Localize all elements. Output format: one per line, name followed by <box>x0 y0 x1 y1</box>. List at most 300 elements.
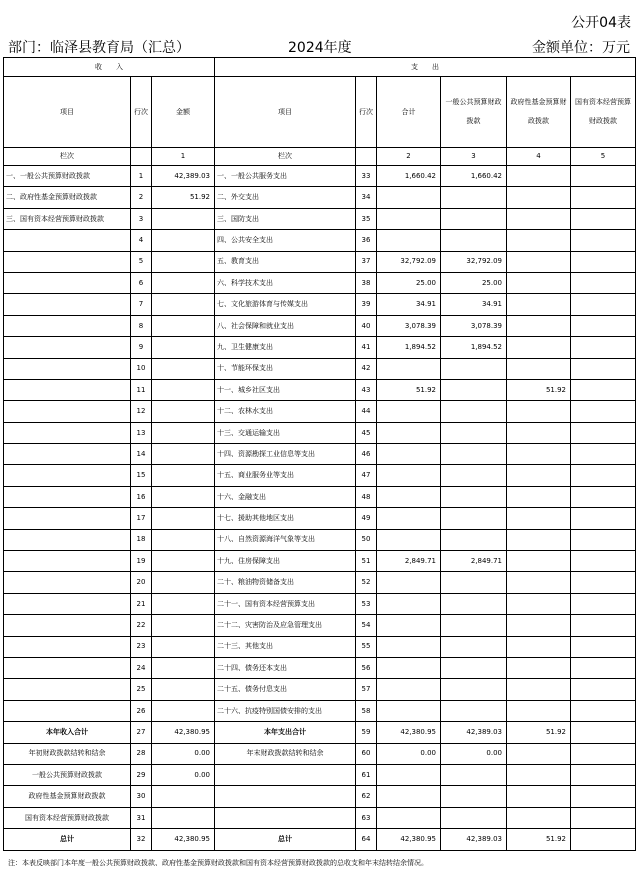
table-row <box>4 251 636 272</box>
general-cell <box>441 572 507 593</box>
total-cell <box>377 529 441 550</box>
expense-row-no: 53 <box>356 593 377 614</box>
income-amount <box>152 337 215 358</box>
general-cell <box>441 187 507 208</box>
col-total: 合计 <box>377 77 441 148</box>
index-cell <box>356 148 377 166</box>
state-cell <box>571 615 636 636</box>
index-cell: 1 <box>152 148 215 166</box>
table-row <box>4 593 636 614</box>
index-cell: 栏次 <box>4 148 131 166</box>
income-item: 一、一般公共预算财政拨款 <box>4 166 131 187</box>
fund-cell <box>507 272 571 293</box>
general-cell: 1,894.52 <box>441 337 507 358</box>
expense-row-no: 33 <box>356 166 377 187</box>
general-cell <box>441 401 507 422</box>
expense-item: 四、公共安全支出 <box>215 230 356 251</box>
expense-row-no: 39 <box>356 294 377 315</box>
income-amount <box>152 272 215 293</box>
total-cell: 42,380.95 <box>377 829 441 850</box>
total-cell <box>377 422 441 443</box>
general-cell <box>441 636 507 657</box>
fund-cell <box>507 508 571 529</box>
income-item <box>4 422 131 443</box>
table-row <box>4 230 636 251</box>
total-cell: 1,660.42 <box>377 166 441 187</box>
expense-item: 三、国防支出 <box>215 208 356 229</box>
total-cell: 1,894.52 <box>377 337 441 358</box>
fund-cell <box>507 529 571 550</box>
income-item <box>4 529 131 550</box>
fund-cell <box>507 337 571 358</box>
expense-row-no: 58 <box>356 700 377 721</box>
col-row-no-expense: 行次 <box>356 77 377 148</box>
table-row <box>4 294 636 315</box>
total-cell <box>377 465 441 486</box>
income-amount <box>152 401 215 422</box>
income-row-no: 23 <box>131 636 152 657</box>
table-row <box>4 657 636 678</box>
state-cell <box>571 422 636 443</box>
income-amount: 42,389.03 <box>152 166 215 187</box>
general-cell <box>441 615 507 636</box>
expense-row-no: 36 <box>356 230 377 251</box>
state-cell <box>571 657 636 678</box>
total-cell <box>377 657 441 678</box>
state-cell <box>571 166 636 187</box>
income-item <box>4 679 131 700</box>
expense-item: 七、文化旅游体育与传媒支出 <box>215 294 356 315</box>
expense-row-no: 54 <box>356 615 377 636</box>
income-row-no: 16 <box>131 486 152 507</box>
total-cell <box>377 679 441 700</box>
income-amount <box>152 486 215 507</box>
income-row-no: 12 <box>131 401 152 422</box>
general-cell: 2,849.71 <box>441 551 507 572</box>
income-item <box>4 401 131 422</box>
total-cell: 34.91 <box>377 294 441 315</box>
general-cell <box>441 679 507 700</box>
expense-row-no: 52 <box>356 572 377 593</box>
index-row <box>4 148 636 166</box>
expense-item: 二十三、其他支出 <box>215 636 356 657</box>
expense-item: 十四、资源勘探工业信息等支出 <box>215 444 356 465</box>
income-amount <box>152 679 215 700</box>
report-header <box>8 37 630 55</box>
expense-item: 十九、住房保障支出 <box>215 551 356 572</box>
expense-item: 本年支出合计 <box>215 722 356 743</box>
income-amount: 0.00 <box>152 764 215 785</box>
expense-item: 六、科学技术支出 <box>215 272 356 293</box>
fund-cell <box>507 486 571 507</box>
income-row-no: 21 <box>131 593 152 614</box>
table-row <box>4 486 636 507</box>
index-cell: 2 <box>377 148 441 166</box>
state-cell <box>571 401 636 422</box>
expense-row-no: 40 <box>356 315 377 336</box>
table-row <box>4 700 636 721</box>
table-row <box>4 401 636 422</box>
income-amount <box>152 529 215 550</box>
general-cell: 32,792.09 <box>441 251 507 272</box>
income-amount <box>152 615 215 636</box>
expense-row-no: 61 <box>356 764 377 785</box>
income-row-no: 31 <box>131 807 152 828</box>
expense-row-no: 64 <box>356 829 377 850</box>
expense-row-no: 60 <box>356 743 377 764</box>
total-cell <box>377 358 441 379</box>
income-amount: 42,380.95 <box>152 722 215 743</box>
expense-item: 二十二、灾害防治及应急管理支出 <box>215 615 356 636</box>
income-item <box>4 657 131 678</box>
income-item <box>4 358 131 379</box>
total-cell <box>377 615 441 636</box>
general-cell <box>441 444 507 465</box>
state-cell <box>571 679 636 700</box>
general-cell <box>441 208 507 229</box>
income-row-no: 8 <box>131 315 152 336</box>
income-row-no: 22 <box>131 615 152 636</box>
income-amount <box>152 636 215 657</box>
table-row <box>4 187 636 208</box>
total-cell: 51.92 <box>377 379 441 400</box>
state-cell <box>571 486 636 507</box>
income-item <box>4 444 131 465</box>
income-item <box>4 636 131 657</box>
income-amount <box>152 508 215 529</box>
income-row-no: 18 <box>131 529 152 550</box>
expense-row-no: 49 <box>356 508 377 529</box>
income-row-no: 9 <box>131 337 152 358</box>
fund-cell <box>507 444 571 465</box>
income-amount <box>152 593 215 614</box>
fund-cell <box>507 358 571 379</box>
total-cell <box>377 230 441 251</box>
expense-item: 一、一般公共服务支出 <box>215 166 356 187</box>
table-row <box>4 764 636 785</box>
expense-row-no: 34 <box>356 187 377 208</box>
income-item <box>4 379 131 400</box>
total-cell <box>377 764 441 785</box>
income-item <box>4 593 131 614</box>
expense-item: 十、节能环保支出 <box>215 358 356 379</box>
table-row <box>4 422 636 443</box>
table-row <box>4 786 636 807</box>
state-cell <box>571 786 636 807</box>
income-item: 三、国有资本经营预算财政拨款 <box>4 208 131 229</box>
fund-cell <box>507 166 571 187</box>
general-cell <box>441 807 507 828</box>
state-cell <box>571 465 636 486</box>
fund-cell <box>507 551 571 572</box>
income-amount <box>152 551 215 572</box>
table-row <box>4 358 636 379</box>
income-item <box>4 251 131 272</box>
total-cell: 2,849.71 <box>377 551 441 572</box>
expense-row-no: 47 <box>356 465 377 486</box>
table-row <box>4 465 636 486</box>
fund-cell <box>507 187 571 208</box>
income-item <box>4 486 131 507</box>
general-cell: 25.00 <box>441 272 507 293</box>
general-cell <box>441 700 507 721</box>
expense-row-no: 62 <box>356 786 377 807</box>
expense-item: 十六、金融支出 <box>215 486 356 507</box>
expense-row-no: 56 <box>356 657 377 678</box>
fund-cell <box>507 208 571 229</box>
fiscal-year: 2024年度 <box>288 40 352 56</box>
index-cell: 4 <box>507 148 571 166</box>
index-cell: 栏次 <box>215 148 356 166</box>
fund-cell: 51.92 <box>507 829 571 850</box>
fund-cell <box>507 401 571 422</box>
state-cell <box>571 764 636 785</box>
income-row-no: 3 <box>131 208 152 229</box>
general-cell: 1,660.42 <box>441 166 507 187</box>
income-item <box>4 508 131 529</box>
table-row <box>4 529 636 550</box>
total-cell <box>377 636 441 657</box>
expense-item: 二十四、债务还本支出 <box>215 657 356 678</box>
expense-row-no: 55 <box>356 636 377 657</box>
fund-cell <box>507 315 571 336</box>
expense-item <box>215 786 356 807</box>
general-cell: 42,389.03 <box>441 722 507 743</box>
income-row-no: 5 <box>131 251 152 272</box>
expense-row-no: 46 <box>356 444 377 465</box>
state-cell <box>571 551 636 572</box>
income-item: 一般公共预算财政拨款 <box>4 764 131 785</box>
table-row <box>4 807 636 828</box>
expense-row-no: 48 <box>356 486 377 507</box>
col-item: 项目 <box>4 77 131 148</box>
income-item <box>4 315 131 336</box>
fund-cell <box>507 807 571 828</box>
state-cell <box>571 337 636 358</box>
table-row <box>4 615 636 636</box>
income-row-no: 10 <box>131 358 152 379</box>
table-row <box>4 444 636 465</box>
general-cell: 3,078.39 <box>441 315 507 336</box>
income-row-no: 27 <box>131 722 152 743</box>
income-item <box>4 700 131 721</box>
income-item: 政府性基金预算财政拨款 <box>4 786 131 807</box>
expense-item: 十七、援助其他地区支出 <box>215 508 356 529</box>
general-cell <box>441 764 507 785</box>
expense-row-no: 37 <box>356 251 377 272</box>
state-cell <box>571 743 636 764</box>
expense-item: 二十一、国有资本经营预算支出 <box>215 593 356 614</box>
state-cell <box>571 358 636 379</box>
state-cell <box>571 294 636 315</box>
income-row-no: 2 <box>131 187 152 208</box>
table-row <box>4 572 636 593</box>
total-cell: 3,078.39 <box>377 315 441 336</box>
income-amount <box>152 294 215 315</box>
income-row-no: 30 <box>131 786 152 807</box>
income-item <box>4 272 131 293</box>
fund-cell <box>507 636 571 657</box>
state-cell <box>571 230 636 251</box>
expense-row-no: 35 <box>356 208 377 229</box>
expense-item: 九、卫生健康支出 <box>215 337 356 358</box>
currency-unit: 金额单位：万元 <box>532 40 630 56</box>
state-cell <box>571 272 636 293</box>
income-row-no: 14 <box>131 444 152 465</box>
expense-row-no: 43 <box>356 379 377 400</box>
total-cell <box>377 807 441 828</box>
general-cell <box>441 465 507 486</box>
state-cell <box>571 636 636 657</box>
income-item <box>4 294 131 315</box>
income-item <box>4 230 131 251</box>
income-amount <box>152 230 215 251</box>
expense-section: 支 出 <box>215 58 636 77</box>
state-cell <box>571 722 636 743</box>
income-item: 总计 <box>4 829 131 850</box>
income-amount <box>152 315 215 336</box>
income-item <box>4 465 131 486</box>
income-amount <box>152 786 215 807</box>
total-cell: 25.00 <box>377 272 441 293</box>
expense-item: 十三、交通运输支出 <box>215 422 356 443</box>
income-amount: 0.00 <box>152 743 215 764</box>
expense-item: 二十、粮油物资储备支出 <box>215 572 356 593</box>
table-row <box>4 272 636 293</box>
total-cell <box>377 187 441 208</box>
table-row <box>4 508 636 529</box>
income-row-no: 29 <box>131 764 152 785</box>
income-row-no: 6 <box>131 272 152 293</box>
col-state-capital: 国有资本经营预算财政拨款 <box>571 77 636 148</box>
col-general-budget: 一般公共预算财政拨款 <box>441 77 507 148</box>
income-item <box>4 551 131 572</box>
income-row-no: 4 <box>131 230 152 251</box>
general-cell: 34.91 <box>441 294 507 315</box>
income-item: 本年收入合计 <box>4 722 131 743</box>
income-item: 年初财政拨款结转和结余 <box>4 743 131 764</box>
income-item: 二、政府性基金预算财政拨款 <box>4 187 131 208</box>
expense-row-no: 57 <box>356 679 377 700</box>
table-row <box>4 743 636 764</box>
income-row-no: 19 <box>131 551 152 572</box>
col-amount: 金额 <box>152 77 215 148</box>
state-cell <box>571 829 636 850</box>
expense-item: 十一、城乡社区支出 <box>215 379 356 400</box>
general-cell <box>441 486 507 507</box>
income-row-no: 26 <box>131 700 152 721</box>
state-cell <box>571 251 636 272</box>
table-row <box>4 379 636 400</box>
index-cell: 5 <box>571 148 636 166</box>
income-row-no: 7 <box>131 294 152 315</box>
state-cell <box>571 208 636 229</box>
fund-cell <box>507 465 571 486</box>
table-row <box>4 679 636 700</box>
income-row-no: 24 <box>131 657 152 678</box>
income-item <box>4 337 131 358</box>
total-cell <box>377 508 441 529</box>
state-cell <box>571 508 636 529</box>
form-code: 公开04表 <box>571 15 631 31</box>
col-row-no: 行次 <box>131 77 152 148</box>
index-cell: 3 <box>441 148 507 166</box>
expense-item: 总计 <box>215 829 356 850</box>
fund-cell <box>507 657 571 678</box>
fund-cell <box>507 786 571 807</box>
income-row-no: 28 <box>131 743 152 764</box>
income-row-no: 20 <box>131 572 152 593</box>
expense-item: 二、外交支出 <box>215 187 356 208</box>
general-cell: 42,389.03 <box>441 829 507 850</box>
fund-cell: 51.92 <box>507 379 571 400</box>
income-amount <box>152 251 215 272</box>
fund-cell <box>507 422 571 443</box>
fund-cell <box>507 593 571 614</box>
expense-item <box>215 764 356 785</box>
expense-row-no: 51 <box>356 551 377 572</box>
table-row <box>4 315 636 336</box>
general-cell <box>441 508 507 529</box>
state-cell <box>571 807 636 828</box>
index-cell <box>131 148 152 166</box>
income-amount <box>152 208 215 229</box>
fund-cell <box>507 615 571 636</box>
state-cell <box>571 529 636 550</box>
income-amount <box>152 422 215 443</box>
total-cell <box>377 401 441 422</box>
fund-cell: 51.92 <box>507 722 571 743</box>
total-cell: 42,380.95 <box>377 722 441 743</box>
expense-item: 八、社会保障和就业支出 <box>215 315 356 336</box>
income-item <box>4 572 131 593</box>
income-amount <box>152 657 215 678</box>
col-fund-budget: 政府性基金预算财政拨款 <box>507 77 571 148</box>
col-item-expense: 项目 <box>215 77 356 148</box>
fund-cell <box>507 743 571 764</box>
column-header-row <box>4 77 636 148</box>
total-cell <box>377 444 441 465</box>
general-cell <box>441 657 507 678</box>
table-row <box>4 829 636 850</box>
state-cell <box>571 700 636 721</box>
income-amount: 51.92 <box>152 187 215 208</box>
expense-item: 二十六、抗疫特别国债安排的支出 <box>215 700 356 721</box>
income-amount <box>152 807 215 828</box>
total-cell <box>377 700 441 721</box>
income-amount <box>152 572 215 593</box>
total-cell: 32,792.09 <box>377 251 441 272</box>
expense-row-no: 63 <box>356 807 377 828</box>
income-amount <box>152 465 215 486</box>
general-cell <box>441 230 507 251</box>
income-amount: 42,380.95 <box>152 829 215 850</box>
expense-row-no: 45 <box>356 422 377 443</box>
total-cell <box>377 486 441 507</box>
expense-row-no: 44 <box>356 401 377 422</box>
footnote: 注：本表反映部门本年度一般公共预算财政拨款、政府性基金预算财政拨款和国有资本经营预算财政拨款的总收支和年末结转结余情况。 <box>8 859 428 867</box>
state-cell <box>571 572 636 593</box>
income-row-no: 15 <box>131 465 152 486</box>
section-header-row <box>4 58 636 77</box>
table-row <box>4 337 636 358</box>
income-amount <box>152 444 215 465</box>
fund-cell <box>507 700 571 721</box>
fund-cell <box>507 764 571 785</box>
general-cell: 0.00 <box>441 743 507 764</box>
table-row <box>4 208 636 229</box>
income-item: 国有资本经营预算财政拨款 <box>4 807 131 828</box>
